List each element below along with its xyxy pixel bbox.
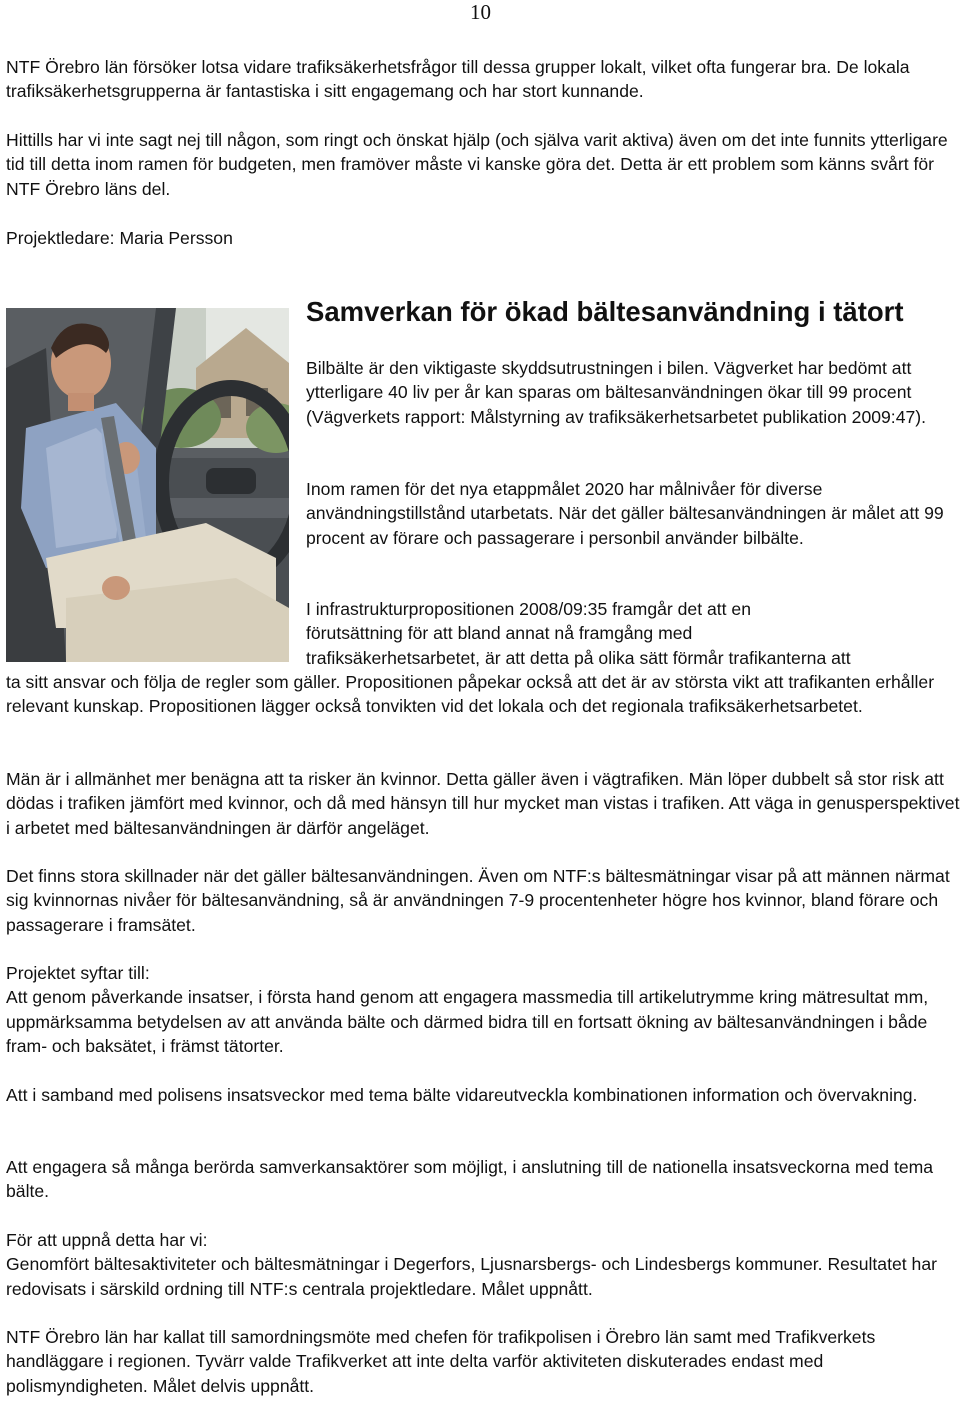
wrap-line: trafiksäkerhetsarbetet, är att detta på olika sätt förmår trafikanterna att bbox=[306, 647, 851, 668]
section-heading: Samverkan för ökad bältesanvändning i tätort bbox=[306, 296, 904, 327]
paragraph-bilbalte: Bilbälte är den viktigaste skyddsutrustningen i bilen. Vägverket har bedömt att ytterligare 40 liv per år kan sparas om bältesanvändningen ökar till 99 procent (Vägverkets rapport: Målstyrning av trafiksäkerhetsarbetet publikation 2009:47). bbox=[306, 358, 927, 427]
aims-block bbox=[6, 961, 960, 1058]
paragraph-infrastruktur bbox=[6, 597, 960, 718]
paragraph-hittills: Hittills har vi inte sagt nej till någon, som ringt och önskat hjälp (och själva varit aktiva) även om det inte funnits ytterligare tid till detta inom ramen för budgeten, men framöver måste vi kanske göra det. Detta är ett problem som känns svårt för NTF Örebro läns del. bbox=[6, 130, 948, 199]
aims-item: Att i samband med polisens insatsveckor med tema bälte vidareutveckla kombinationen information och övervakning. bbox=[6, 1085, 918, 1105]
paragraph-man-risker: Män är i allmänhet mer benägna att ta risker än kvinnor. Detta gäller även i vägtrafiken. Män löper dubbelt så stor risk att dödas i trafiken jämfört med kvinnor, och då med hänsyn till hur mycket man vistas i trafiken. Att väga in genusperspektivet i arbetet med bältesanvändningen är därför angeläget. bbox=[6, 769, 960, 838]
paragraph-etappmalet: Inom ramen för det nya etappmålet 2020 har målnivåer för diverse användningstillstånd utarbetats. När det gäller bältesanvändningen är målet att 99 procent av förare och passagerare i personbil använder bilbälte. bbox=[306, 479, 944, 548]
paragraph-ntf-lotsa: NTF Örebro län försöker lotsa vidare trafiksäkerhetsfrågor till dessa grupper lokalt, vilket ofta fungerar bra. De lokala trafiksäkerhetsgrupperna är fantastiska i sitt engagemang och har stort kunnande. bbox=[6, 57, 910, 102]
wrap-line: I infrastrukturpropositionen 2008/09:35 framgår det att en bbox=[306, 599, 751, 619]
aims-item: Att genom påverkande insatser, i första hand genom att engagera massmedia till artikelutrymme kring mätresultat mm, uppmärksamma betydelsen av att använda bälte och därmed bidra till en fortsatt ökning av bältesanvändningen i både fram- och baksätet, i främst tätorter. bbox=[6, 987, 929, 1056]
achieved-label: För att uppnå detta har vi: bbox=[6, 1230, 208, 1250]
achieved-item: NTF Örebro län har kallat till samordningsmöte med chefen för trafikpolisen i Örebro län samt med Trafikverkets handläggare i regionen. Tyvärr valde Trafikverket att inte delta varför aktiviteten diskuterades endast med polismyndigheten. Målet delvis uppnått. bbox=[6, 1327, 876, 1396]
paragraph-skillnader: Det finns stora skillnader när det gäller bältesanvändningen. Även om NTF:s bältesmätningar visar på att männen närmat sig kvinnornas nivåer för bältesanvändning, så är användningen 7-9 procentenheter högre hos kvinnor, bland förare och passagerare i framsätet. bbox=[6, 866, 950, 935]
paragraph-projektledare: Projektledare: Maria Persson bbox=[6, 228, 233, 248]
achieved-item: Genomfört bältesaktiviteter och bältesmätningar i Degerfors, Ljusnarsbergs- och Lindesbergs kommuner. Resultatet har redovisats i särskild ordning till NTF:s centrala projektledare. Målet uppnått. bbox=[6, 1254, 937, 1299]
aims-item: Att engagera så många berörda samverkansaktörer som möjligt, i anslutning till de nationella insatsveckorna med tema bälte. bbox=[6, 1157, 934, 1202]
achieved-block bbox=[6, 1228, 960, 1301]
wrap-line: förutsättning för att bland annat nå framgång med bbox=[306, 623, 693, 644]
aims-label: Projektet syftar till: bbox=[6, 963, 150, 983]
wrap-rest: ta sitt ansvar och följa de regler som gäller. Propositionen påpekar också att det är av största vikt att trafikanten erhåller relevant kunskap. Propositionen lägger också tonvikten vid det lokala och det regionala trafiksäkerhetsarbetet. bbox=[6, 671, 935, 717]
page-number: 10 bbox=[470, 0, 491, 24]
